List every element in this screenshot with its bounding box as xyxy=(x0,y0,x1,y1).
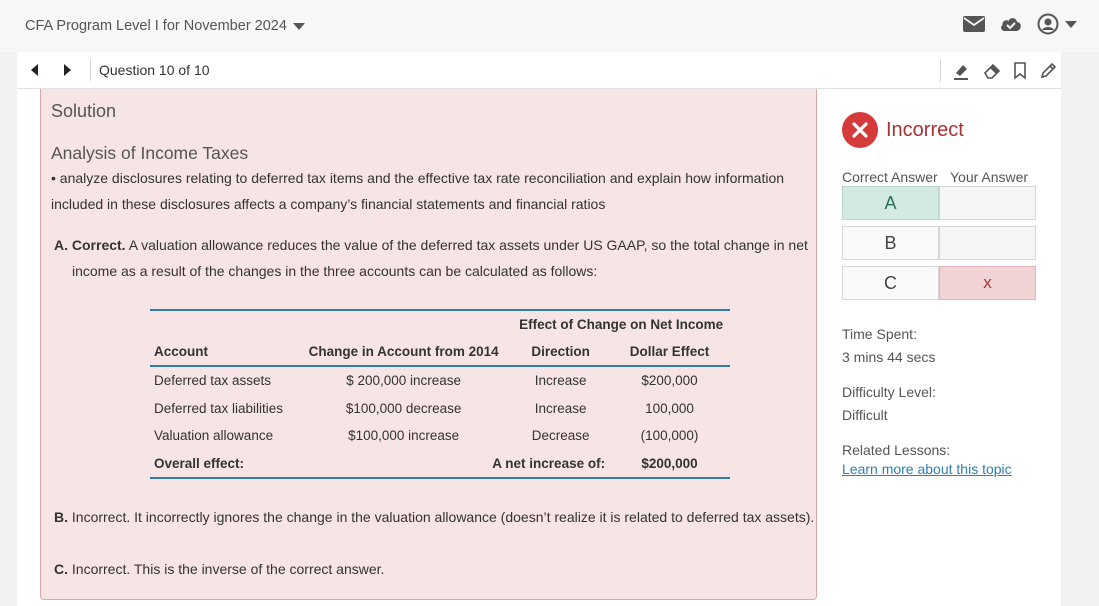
col-header-account: Account xyxy=(150,338,295,366)
solution-panel xyxy=(40,89,817,600)
chevron-down-icon xyxy=(1065,21,1077,28)
incorrect-icon xyxy=(842,112,878,148)
question-counter: Question 10 of 10 xyxy=(99,62,210,78)
your-answer-cell xyxy=(939,186,1036,220)
cell-account: Deferred tax liabilities xyxy=(154,400,284,416)
nav-divider xyxy=(90,59,91,81)
answer-c-lead: C. xyxy=(54,561,68,577)
answer-b-explanation xyxy=(54,504,827,530)
envelope-icon[interactable] xyxy=(963,16,985,32)
answer-row-b xyxy=(842,226,1036,260)
solution-heading: Solution xyxy=(51,101,117,121)
total-value: $200,000 xyxy=(641,455,698,471)
answer-grid xyxy=(842,186,1036,306)
answer-c-explanation xyxy=(54,556,809,582)
table-row xyxy=(150,422,730,450)
pencil-icon[interactable] xyxy=(1039,62,1057,80)
previous-question-button[interactable] xyxy=(31,63,39,81)
program-title: CFA Program Level I for November 2024 xyxy=(25,18,287,34)
program-selector[interactable] xyxy=(25,18,305,34)
difficulty-value: Difficult xyxy=(842,407,888,423)
cloud-check-icon[interactable] xyxy=(1000,15,1022,33)
table-header-row xyxy=(150,338,730,366)
cell-change: $ 200,000 increase xyxy=(346,373,462,389)
answer-a-text: A valuation allowance reduces the value of the deferred tax assets under US GAAP, so the total change in net income as a result of the changes in the three accounts can be calculated as follows: xyxy=(72,237,808,279)
top-icons xyxy=(963,13,1077,35)
col-header-direction: Direction xyxy=(512,338,609,366)
result-text: Incorrect xyxy=(886,118,964,141)
result-status xyxy=(842,112,964,148)
col-header-dollar: Dollar Effect xyxy=(609,338,730,366)
table-row xyxy=(150,395,730,423)
answer-c-text: Incorrect. This is the inverse of the correct answer. xyxy=(68,561,385,577)
total-change: A net increase of: xyxy=(492,455,606,471)
cell-direction: Increase xyxy=(534,400,587,416)
answer-a-explanation xyxy=(54,232,827,284)
main-panel xyxy=(17,52,1061,606)
your-answer-cell xyxy=(939,226,1036,260)
cell-dollar: (100,000) xyxy=(640,428,699,444)
table-total-row xyxy=(150,450,730,479)
top-bar xyxy=(0,0,1099,52)
time-spent-value: 3 mins 44 secs xyxy=(842,349,936,365)
next-question-button[interactable] xyxy=(63,63,71,81)
your-answer-cell-wrong: x xyxy=(939,266,1036,300)
related-lessons-label: Related Lessons: xyxy=(842,442,951,458)
cell-direction: Increase xyxy=(534,373,587,389)
your-answer-label: Your Answer xyxy=(950,169,1029,185)
cell-dollar: 100,000 xyxy=(645,400,694,416)
answer-row-c xyxy=(842,266,1036,300)
correct-answer-cell: A xyxy=(842,186,939,220)
tool-divider xyxy=(940,60,941,82)
cell-change: $100,000 decrease xyxy=(345,400,462,416)
cell-direction: Decrease xyxy=(531,428,590,444)
option-cell: C xyxy=(842,266,939,300)
answer-b-text: Incorrect. It incorrectly ignores the change in the valuation allowance (doesn’t realize it is related to deferred tax assets). xyxy=(68,509,815,525)
option-cell: B xyxy=(842,226,939,260)
cell-change: $100,000 increase xyxy=(348,428,460,444)
question-nav xyxy=(17,52,1061,89)
col-header-change: Change in Account from 2014 xyxy=(295,338,512,366)
time-spent-label: Time Spent: xyxy=(842,326,917,342)
correct-answer-label: Correct Answer xyxy=(842,169,938,185)
learning-outcome: • analyze disclosures relating to deferred tax items and the effective tax rate reconciliation and explain how information included in these disclosures affects a company’s financial statements and financial ratios xyxy=(51,170,785,212)
cell-account: Deferred tax assets xyxy=(154,373,272,389)
table-row xyxy=(150,366,730,395)
answer-b-lead: B. xyxy=(54,509,68,525)
difficulty-label: Difficulty Level: xyxy=(842,384,936,400)
table-group-header-row xyxy=(150,310,730,338)
related-lesson-link[interactable]: Learn more about this topic xyxy=(842,461,1012,477)
user-account-icon[interactable] xyxy=(1037,13,1077,35)
highlighter-icon[interactable] xyxy=(952,62,970,80)
answer-grid-headers xyxy=(842,169,1028,185)
total-label: Overall effect: xyxy=(154,455,245,471)
cell-dollar: $200,000 xyxy=(641,373,698,389)
tool-icons xyxy=(940,60,1057,82)
answer-a-lead: A. Correct. xyxy=(54,237,126,253)
eraser-icon[interactable] xyxy=(983,62,1001,80)
chevron-down-icon xyxy=(293,23,305,30)
cell-account: Valuation allowance xyxy=(154,428,274,444)
answer-row-a xyxy=(842,186,1036,220)
topic-title: Analysis of Income Taxes xyxy=(51,143,249,163)
bookmark-icon[interactable] xyxy=(1014,62,1026,80)
effect-table xyxy=(150,309,730,479)
group-header: Effect of Change on Net Income xyxy=(519,317,724,332)
